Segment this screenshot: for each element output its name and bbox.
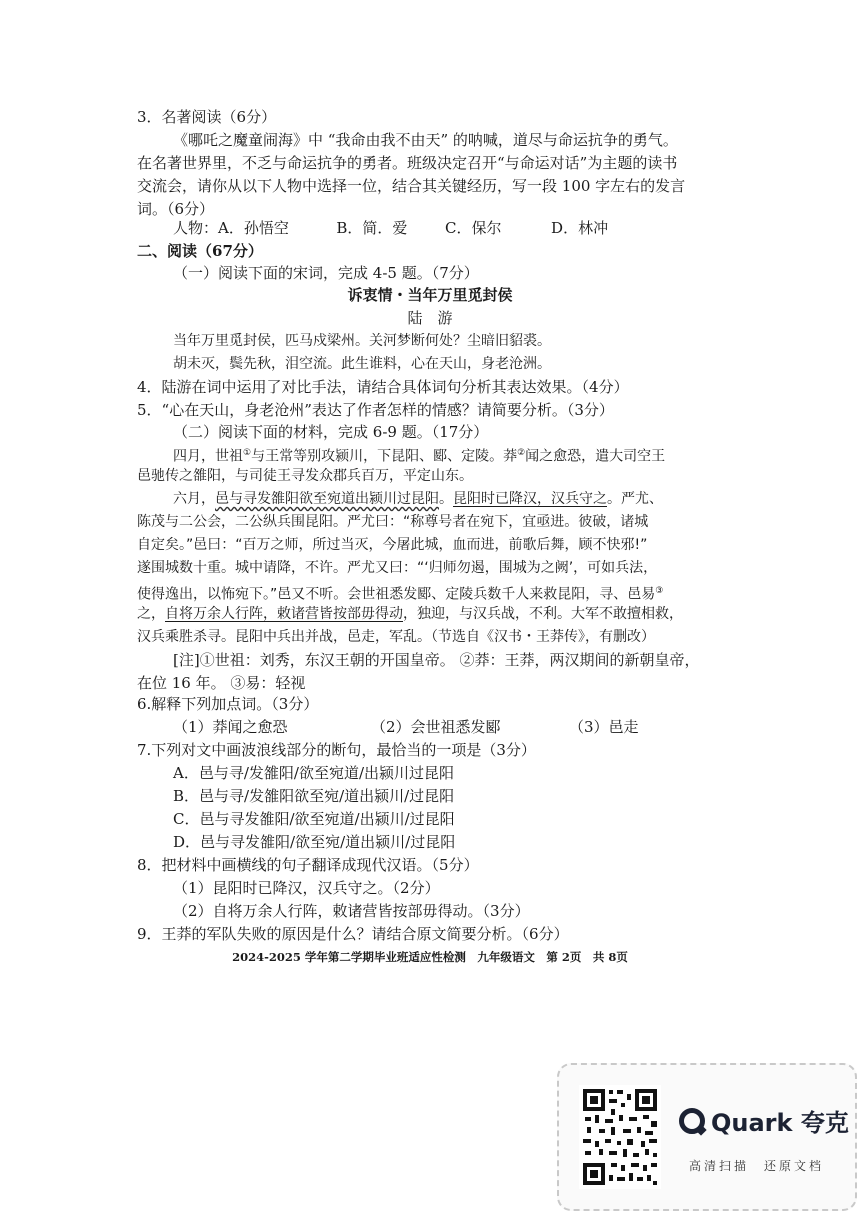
q7: 7.下列对文中画波浪线部分的断句，最恰当的一项是（3分） <box>137 741 536 759</box>
text-line7: 使得逸出，以怖宛下。”邑又不听。会世祖悉发郾、定陵兵数千人来救昆阳，寻、邑易③ <box>137 586 664 603</box>
q9: 9．王莽的军队失败的原因是什么？请结合原文简要分析。（6分） <box>137 925 569 943</box>
q6-item1: （1）莽闻之愈恐 <box>173 718 288 736</box>
part1-heading: （一）阅读下面的宋词，完成 4-5 题。（7分） <box>173 264 479 282</box>
q7-option-b: B．邑与寻/发雒阳欲至宛/道出颍川/过昆阳 <box>173 787 455 805</box>
text-line6: 遂围城数十重。城中请降，不许。严尤又曰：“‘归师勿遏，围城为之阙’，可如兵法， <box>137 560 658 576</box>
poem-line2: 胡未灭，鬓先秋，泪空流。此生谁料，心在天山，身老沧洲。 <box>173 356 551 372</box>
wavy-underlined-sentence: 邑与寻发雒阳欲至宛道出颍川过昆阳 <box>215 491 439 507</box>
person-b: B．简．爱 <box>336 219 408 237</box>
underlined-sentence-1: 昆阳时已降汉，汉兵守之 <box>453 491 607 507</box>
underlined-sentence-2: 自将万余人行阵，敕诸营皆按部毋得动 <box>165 606 403 622</box>
person-c: C．保尔 <box>445 219 502 237</box>
q6-item3: （3）邑走 <box>569 718 639 736</box>
person-d: D．林冲 <box>551 219 609 237</box>
person-a: 人物：A．孙悟空 <box>173 219 289 237</box>
q7-option-c: C．邑与寻发雒阳/欲至宛道/出颍川/过昆阳 <box>173 810 455 828</box>
qr-code-icon <box>579 1085 661 1189</box>
text-line8: 之，自将万余人行阵，敕诸营皆按部毋得动，独迎，与汉兵战，不利。大军不敢擅相救， <box>137 606 683 622</box>
footnote-3-marker: ③ <box>655 586 664 596</box>
text-line9: 汉兵乘胜杀寻。昆阳中兵出并战，邑走，军乱。（节选自《汉书・王莽传》，有删改） <box>137 629 655 645</box>
poem-title: 诉衷情・当年万里觅封侯 <box>347 286 513 304</box>
poem-author: 陆 游 <box>407 309 453 327</box>
q6: 6.解释下列加点词。（3分） <box>137 695 319 713</box>
q3-para-line2: 在名著世界里，不乏与命运抗争的勇者。班级决定召开“与命运对话”为主题的读书 <box>137 154 678 172</box>
note-line1: [注]①世祖：刘秀，东汉王朝的开国皇帝。 ②莽：王莽，两汉期间的新朝皇帝， <box>173 651 700 669</box>
quark-tagline: 高清扫描 还原文档 <box>689 1159 825 1173</box>
note-line2: 在位 16 年。 ③易：轻视 <box>137 674 306 692</box>
text-line5: 自定矣。”邑曰：“百万之师，所过当灭，今屠此城，血而进，前歌后舞，顾不快邪!” <box>137 537 648 553</box>
text-line3: 六月，邑与寻发雒阳欲至宛道出颍川过昆阳。昆阳时已降汉，汉兵守之。严尤、 <box>173 491 663 507</box>
q3-para-line1: 《哪吒之魔童闹海》中 “我命由我不由天” 的呐喊，道尽与命运抗争的勇气。 <box>173 131 678 149</box>
footnote-2-marker: ② <box>517 448 526 458</box>
page-footer: 2024-2025 学年第二学期毕业班适应性检测 九年级语文 第 2页 共 8页 <box>232 950 628 964</box>
poem-line1: 当年万里觅封侯，匹马戍梁州。关河梦断何处？尘暗旧貂裘。 <box>173 333 551 349</box>
quark-logo-icon <box>679 1108 705 1134</box>
q4: 4．陆游在词中运用了对比手法，请结合具体词句分析其表达效果。（4分） <box>137 378 629 396</box>
q7-option-a: A．邑与寻/发雒阳/欲至宛道/出颍川过昆阳 <box>173 764 454 782</box>
text-line1: 四月，世祖①与王常等别攻颍川，下昆阳、郾、定陵。莽②闻之愈恐，遣大司空王 <box>173 448 666 465</box>
section2-title: 二、阅读（67分） <box>137 242 263 260</box>
text-line4: 陈茂与二公会，二公纵兵围昆阳。严尤曰：“称尊号者在宛下，宜亟进。彼破，诸城 <box>137 514 649 530</box>
part2-heading: （二）阅读下面的材料，完成 6-9 题。（17分） <box>173 423 489 441</box>
q3-people-row <box>173 218 608 238</box>
footnote-1-marker: ① <box>243 448 252 458</box>
quark-brand-name: Quark 夸克 <box>711 1109 849 1137</box>
q3-para-line4: 词。（6分） <box>137 200 215 218</box>
q7-option-d: D．邑与寻发雒阳/欲至宛/道出颍川/过昆阳 <box>173 833 456 851</box>
q5: 5．“心在天山，身老沧州”表达了作者怎样的情感？请简要分析。（3分） <box>137 401 614 419</box>
q3-para-line3: 交流会，请你从以下人物中选择一位，结合其关键经历，写一段 100 字左右的发言 <box>137 177 686 195</box>
q8-item1: （1）昆阳时已降汉，汉兵守之。（2分） <box>173 879 440 897</box>
q8: 8．把材料中画横线的句子翻译成现代汉语。（5分） <box>137 856 479 874</box>
q3-title: 3．名著阅读（6分） <box>137 108 277 126</box>
q6-item2: （2）会世祖悉发郾 <box>371 718 501 736</box>
quark-badge[interactable] <box>557 1063 857 1211</box>
q8-item2: （2）自将万余人行阵，敕诸营皆按部毋得动。（3分） <box>173 902 530 920</box>
quark-logo <box>679 1103 849 1138</box>
text-line2: 邑驰传之雒阳，与司徒王寻发众郡兵百万，平定山东。 <box>137 468 473 484</box>
